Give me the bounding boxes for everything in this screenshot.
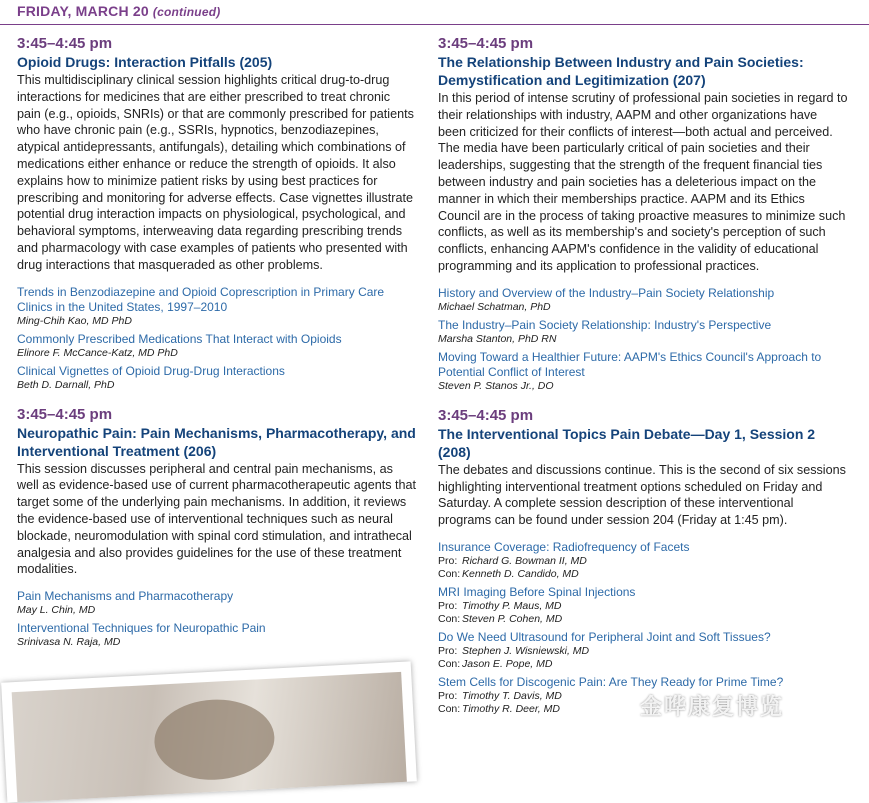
talk-title[interactable]: Pain Mechanisms and Pharmacotherapy xyxy=(17,589,234,604)
debate-title[interactable]: Stem Cells for Discogenic Pain: Are They Ready for Prime Time? xyxy=(438,674,784,689)
pro-label: Pro: xyxy=(438,554,458,567)
session-205 xyxy=(17,35,417,392)
debate-pro xyxy=(438,600,848,613)
session-title: The Interventional Topics Pain Debate—Day 1, Session 2 (208) xyxy=(438,425,816,460)
watermark: 金哗康复博览 xyxy=(640,694,785,719)
debate-title[interactable]: MRI Imaging Before Spinal Injections xyxy=(438,584,636,599)
session-description: In this period of intense scrutiny of professional pain societies in regard to their relationships with industry, AAPM and other organizations have been criticized for their conflicts of interest—both actual and perceived. The media have been particularly critical of pain societies and their leaderships, suggesting that the strength of the frequent financial ties between industry and pain societies has a deleterious impact on the manner in which their memberships practice. AAPM and its Ethics Council are in the process of taking proactive measures to minimize such conflicts, as well as its membership's and society's perception of such conflicts, enhancing AAPM's confidence in the validity of educational programming and its application to professional practices. xyxy=(438,91,848,273)
con-label: Con: xyxy=(438,612,461,625)
pro-speaker: Richard G. Bowman II, MD xyxy=(462,554,587,567)
talk-list xyxy=(438,286,848,393)
talk-speaker: May L. Chin, MD xyxy=(17,604,96,617)
talk-speaker: Ming-Chih Kao, MD PhD xyxy=(17,314,132,327)
talk-item xyxy=(17,332,417,360)
header-date xyxy=(17,3,220,19)
debate-item xyxy=(438,630,848,671)
talk-title[interactable]: The Industry–Pain Society Relationship: Industry's Perspective xyxy=(438,317,772,332)
talk-title[interactable]: Interventional Techniques for Neuropathic Pain xyxy=(17,621,266,636)
right-column xyxy=(438,35,848,730)
talk-title[interactable]: Moving Toward a Healthier Future: AAPM's Ethics Council's Approach to Potential Conflict of Interest xyxy=(438,349,822,379)
header-date-text: FRIDAY, MARCH 20 xyxy=(17,3,149,19)
debate-con xyxy=(438,613,848,626)
con-label: Con: xyxy=(438,702,461,715)
talk-item xyxy=(17,589,417,617)
talk-speaker: Marsha Stanton, PhD RN xyxy=(438,332,557,345)
debate-title[interactable]: Do We Need Ultrasound for Peripheral Joint and Soft Tissues? xyxy=(438,629,771,644)
talk-list xyxy=(17,589,417,649)
debate-pro xyxy=(438,645,848,658)
photo-image xyxy=(12,672,407,802)
pro-label: Pro: xyxy=(438,689,458,702)
con-speaker: Kenneth D. Candido, MD xyxy=(462,567,579,580)
talk-item xyxy=(438,350,848,393)
session-time: 3:45–4:45 pm xyxy=(17,35,113,52)
session-time: 3:45–4:45 pm xyxy=(438,35,534,52)
con-speaker: Steven P. Cohen, MD xyxy=(462,612,563,625)
talk-list xyxy=(17,285,417,392)
con-label: Con: xyxy=(438,657,461,670)
talk-item xyxy=(438,318,848,346)
session-title: Opioid Drugs: Interaction Pitfalls (205) xyxy=(17,54,273,70)
photo xyxy=(1,661,417,802)
session-title: The Relationship Between Industry and Pain Societies: Demystification and Legitimization (207) xyxy=(438,54,804,88)
left-column xyxy=(17,35,417,663)
page-header xyxy=(0,0,869,25)
talk-item xyxy=(17,364,417,392)
pro-speaker: Stephen J. Wisniewski, MD xyxy=(462,644,590,657)
pro-speaker: Timothy P. Maus, MD xyxy=(462,599,562,612)
session-207 xyxy=(438,35,848,393)
pro-label: Pro: xyxy=(438,644,458,657)
talk-speaker: Elinore F. McCance-Katz, MD PhD xyxy=(17,346,178,359)
session-time: 3:45–4:45 pm xyxy=(438,406,534,424)
con-label: Con: xyxy=(438,567,461,580)
con-speaker: Jason E. Pope, MD xyxy=(462,657,553,670)
pro-label: Pro: xyxy=(438,599,458,612)
con-speaker: Timothy R. Deer, MD xyxy=(462,702,560,715)
photo-subject xyxy=(152,697,276,783)
debate-item xyxy=(438,540,848,581)
session-description: This multidisciplinary clinical session highlights critical drug-to-drug interactions for medicines that are either prescribed to treat chronic pain (e.g., opioids, SNRIs) or that are commonly prescribed for patients who have chronic pain (e.g., SSRIs, hypnotics, benzodiazepines, atypical antidepressants, antifungals), detailing which combinations of medications either enhance or reduce the strength of opioids. It also explains how to minimize patient risks by using best practices for prescribing and monitoring for adverse effects. Case vignettes illustrate potential drug interaction impacts on physiological, psychological, and behavioral symptoms, interweaving data regarding prescribing trends and pharmacology with case examples of patients who presented with drug interactions that masqueraded as other problems. xyxy=(17,73,414,272)
debate-con xyxy=(438,658,848,671)
talk-speaker: Steven P. Stanos Jr., DO xyxy=(438,379,554,392)
debate-con xyxy=(438,568,848,581)
talk-title[interactable]: Clinical Vignettes of Opioid Drug-Drug Interactions xyxy=(17,363,285,378)
talk-speaker: Michael Schatman, PhD xyxy=(438,300,551,313)
session-description: This session discusses peripheral and central pain mechanisms, as well as evidence-based use of current pharmacotherapeutic agents that target some of the underlying pain mechanisms. In addition, it reviews the evidence-based use of interventional techniques such as neural blockade, neuromodulation with spinal cord stimulation, and intrathecal analgesia and also provides guidelines for the use of these treatment modalities. xyxy=(17,461,417,577)
talk-title[interactable]: Commonly Prescribed Medications That Interact with Opioids xyxy=(17,331,342,346)
session-description: The debates and discussions continue. This is the second of six sessions highlighting interventional treatment options scheduled on Friday and Saturday. A complete session description of these interventional programs can be found under session 204 (Friday at 1:45 pm). xyxy=(438,462,846,528)
debate-title[interactable]: Insurance Coverage: Radiofrequency of Facets xyxy=(438,539,690,554)
talk-item xyxy=(17,285,417,328)
header-continued: (continued) xyxy=(152,5,221,19)
talk-item xyxy=(438,286,848,314)
talk-speaker: Beth D. Darnall, PhD xyxy=(17,378,115,391)
session-title: Neuropathic Pain: Pain Mechanisms, Pharmacotherapy, and Interventional Treatment (206) xyxy=(17,424,416,459)
session-206 xyxy=(17,406,417,650)
talk-item xyxy=(17,621,417,649)
session-208 xyxy=(438,407,848,716)
pro-speaker: Timothy T. Davis, MD xyxy=(462,689,562,702)
debate-item xyxy=(438,585,848,626)
debate-pro xyxy=(438,555,848,568)
talk-speaker: Srinivasa N. Raja, MD xyxy=(17,636,121,649)
talk-title[interactable]: History and Overview of the Industry–Pain Society Relationship xyxy=(438,285,775,300)
talk-title[interactable]: Trends in Benzodiazepine and Opioid Coprescription in Primary Care Clinics in the United States, 1997–2010 xyxy=(17,284,385,314)
session-time: 3:45–4:45 pm xyxy=(17,405,113,423)
